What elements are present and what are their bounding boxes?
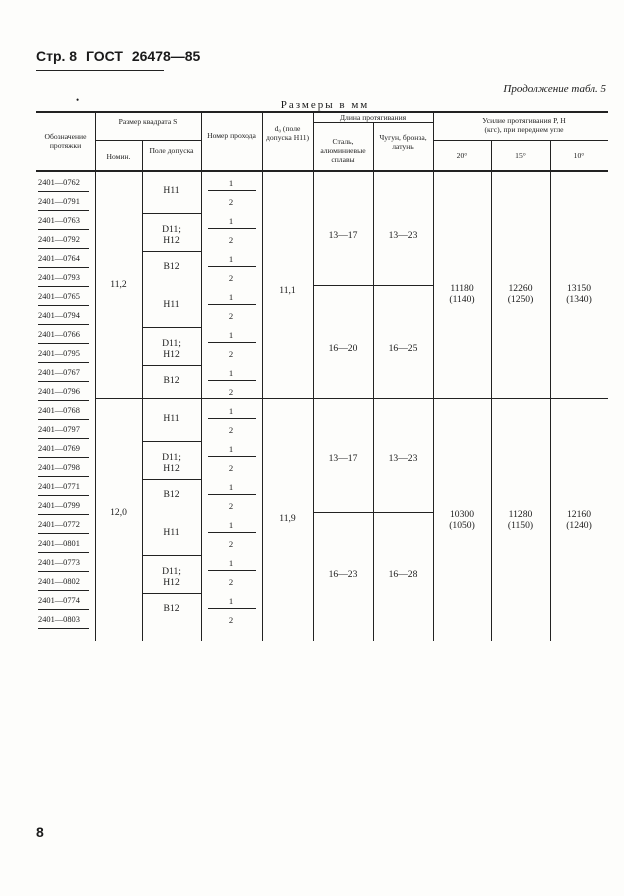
designation-cell: 2401—0771: [38, 482, 80, 491]
pass-number-cell: 1: [228, 178, 234, 188]
designation-cell: 2401—0798: [38, 463, 80, 472]
force-subheader-rule: [433, 140, 608, 141]
pass-number-cell: 1: [228, 254, 234, 264]
pass-number-header: Номер прохода: [207, 131, 256, 140]
designation-cell: 2401—0767: [38, 368, 80, 377]
designation-cell: 2401—0768: [38, 406, 80, 415]
bullet-mark: •: [76, 95, 80, 105]
page-number: 8: [36, 824, 44, 840]
pass-divider: [208, 494, 256, 495]
square-subheader-rule: [95, 140, 201, 141]
tolerance-cell: D11; H12: [162, 224, 181, 246]
designation-underline: [38, 571, 89, 572]
designation-underline: [38, 191, 89, 192]
tolerance-cell: H11: [163, 185, 180, 196]
page-header: [36, 48, 205, 64]
page-label: Стр. 8: [36, 48, 78, 64]
cast-length: 16—28: [388, 569, 418, 580]
designation-cell: 2401—0795: [38, 349, 80, 358]
designation-underline: [38, 305, 89, 306]
tolerance-cell: B12: [163, 375, 180, 386]
pass-number-cell: 2: [228, 577, 234, 587]
tolerance-divider: [142, 327, 201, 328]
tolerance-cell: B12: [163, 603, 180, 614]
tolerance-header: Поле допуска: [149, 146, 194, 155]
designation-underline: [38, 362, 89, 363]
pass-number-cell: 1: [228, 520, 234, 530]
designation-cell: 2401—0803: [38, 615, 80, 624]
tolerance-cell: D11; H12: [162, 338, 181, 360]
designation-cell: 2401—0793: [38, 273, 80, 282]
steel-header: Сталь, алюминиевые сплавы: [320, 137, 366, 164]
pass-divider: [208, 532, 256, 533]
units-caption: Размеры в мм: [280, 99, 370, 111]
designation-underline: [38, 267, 89, 268]
designation-cell: 2401—0802: [38, 577, 80, 586]
tolerance-divider: [142, 593, 201, 594]
pass-divider: [208, 190, 256, 191]
tolerance-divider: [142, 213, 201, 214]
designation-cell: 2401—0792: [38, 235, 80, 244]
angle-15-header: 15°: [515, 151, 526, 160]
designation-underline: [38, 552, 89, 553]
col-rule-7: [433, 111, 434, 641]
tolerance-cell: H11: [163, 527, 180, 538]
pass-number-cell: 2: [228, 387, 234, 397]
tolerance-divider: [142, 251, 201, 252]
designation-cell: 2401—0774: [38, 596, 80, 605]
pass-number-cell: 1: [228, 558, 234, 568]
pass-number-cell: 2: [228, 235, 234, 245]
designation-cell: 2401—0796: [38, 387, 80, 396]
designation-underline: [38, 438, 89, 439]
col-rule-1: [95, 111, 96, 641]
pass-number-cell: 2: [228, 615, 234, 625]
standard-label: ГОСТ: [85, 48, 123, 64]
designation-cell: 2401—0765: [38, 292, 80, 301]
header-rule: [36, 70, 164, 71]
designation-cell: 2401—0794: [38, 311, 80, 320]
designation-underline: [38, 457, 89, 458]
header-bottom-rule: [36, 170, 608, 172]
designation-underline: [38, 495, 89, 496]
designation-underline: [38, 628, 89, 629]
designation-underline: [38, 590, 89, 591]
pass-number-cell: 1: [228, 482, 234, 492]
steel-length: 16—20: [328, 343, 358, 354]
pass-divider: [208, 304, 256, 305]
designation-underline: [38, 514, 89, 515]
pass-number-cell: 2: [228, 501, 234, 511]
designation-cell: 2401—0773: [38, 558, 80, 567]
designation-cell: 2401—0766: [38, 330, 80, 339]
steel-length: 16—23: [328, 569, 358, 580]
designation-cell: 2401—0762: [38, 178, 80, 187]
angle-10-header: 10°: [573, 151, 585, 160]
pass-number-cell: 1: [228, 216, 234, 226]
tolerance-cell: B12: [163, 261, 180, 272]
pass-number-cell: 2: [228, 311, 234, 321]
pass-number-cell: 1: [228, 596, 234, 606]
force-10: 12160 (1240): [566, 509, 592, 531]
designation-underline: [38, 286, 89, 287]
designation-underline: [38, 609, 89, 610]
designation-underline: [38, 419, 89, 420]
tolerance-cell: D11; H12: [162, 566, 181, 588]
pass-number-cell: 1: [228, 444, 234, 454]
pass-number-cell: 2: [228, 425, 234, 435]
pass-number-cell: 1: [228, 330, 234, 340]
pass-divider: [208, 380, 256, 381]
col-rule-6: [373, 122, 374, 641]
designation-underline: [38, 210, 89, 211]
tolerance-cell: H11: [163, 299, 180, 310]
group-divider-rule: [95, 398, 608, 399]
designation-cell: 2401—0763: [38, 216, 80, 225]
designation-underline: [38, 343, 89, 344]
pass-number-cell: 2: [228, 273, 234, 283]
angle-20-header: 20°: [456, 151, 468, 160]
steel-length: 13—17: [328, 453, 358, 464]
force-header: Усилие протягивания P, Н (кгс), при переднем угле: [482, 116, 566, 134]
force-10: 13150 (1340): [566, 283, 592, 305]
pass-number-cell: 1: [228, 406, 234, 416]
nominal-header: Номин.: [106, 152, 131, 161]
cast-length: 13—23: [388, 453, 418, 464]
pass-number-cell: 1: [228, 368, 234, 378]
tolerance-cell: D11; H12: [162, 452, 181, 474]
d0-value: 11,1: [279, 285, 296, 296]
pass-number-cell: 2: [228, 539, 234, 549]
designation-cell: 2401—0797: [38, 425, 80, 434]
standard-number: 26478—85: [131, 48, 201, 64]
pass-divider: [208, 266, 256, 267]
designation-underline: [38, 248, 89, 249]
col-rule-8: [491, 140, 492, 641]
square-size-header: Размер квадрата S: [118, 117, 178, 126]
cast-length: 13—23: [388, 230, 418, 241]
tolerance-cell: B12: [163, 489, 180, 500]
cast-length: 16—25: [388, 343, 418, 354]
tolerance-divider: [142, 441, 201, 442]
designation-cell: 2401—0799: [38, 501, 80, 510]
pass-number-cell: 2: [228, 349, 234, 359]
pass-number-cell: 2: [228, 463, 234, 473]
nominal-size: 11,2: [110, 279, 127, 290]
designation-underline: [38, 324, 89, 325]
designation-underline: [38, 229, 89, 230]
designation-cell: 2401—0764: [38, 254, 80, 263]
pass-number-cell: 1: [228, 292, 234, 302]
force-15: 12260 (1250): [507, 283, 534, 305]
pass-number-cell: 2: [228, 197, 234, 207]
designation-cell: 2401—0769: [38, 444, 80, 453]
nominal-size: 12,0: [110, 507, 127, 518]
col-rule-9: [550, 140, 551, 641]
designation-header: Обозначение протяжки: [44, 132, 87, 150]
pass-divider: [208, 418, 256, 419]
force-15: 11280 (1150): [507, 509, 534, 531]
col-rule-4: [262, 111, 263, 641]
designation-underline: [38, 381, 89, 382]
cast-iron-header: Чугун, бронза, латунь: [379, 133, 427, 151]
continuation-note: Продолжение табл. 5: [503, 83, 606, 95]
pass-divider: [208, 456, 256, 457]
d0-value: 11,9: [279, 513, 296, 524]
broach-length-header: Длина протягивания: [339, 113, 407, 122]
designation-underline: [38, 476, 89, 477]
d0-header: d₀ (поле допуска H11): [265, 124, 310, 142]
designation-cell: 2401—0801: [38, 539, 80, 548]
pass-divider: [208, 342, 256, 343]
tolerance-divider: [142, 479, 201, 480]
col-rule-5: [313, 111, 314, 641]
designation-underline: [38, 400, 89, 401]
tolerance-cell: H11: [163, 413, 180, 424]
steel-length: 13—17: [328, 230, 358, 241]
force-20: 11180 (1140): [449, 283, 475, 305]
designation-underline: [38, 533, 89, 534]
tolerance-divider: [142, 365, 201, 366]
tolerance-divider: [142, 555, 201, 556]
designation-cell: 2401—0772: [38, 520, 80, 529]
pass-divider: [208, 570, 256, 571]
pass-divider: [208, 228, 256, 229]
designation-cell: 2401—0791: [38, 197, 80, 206]
force-20: 10300 (1050): [449, 509, 475, 531]
pass-divider: [208, 608, 256, 609]
